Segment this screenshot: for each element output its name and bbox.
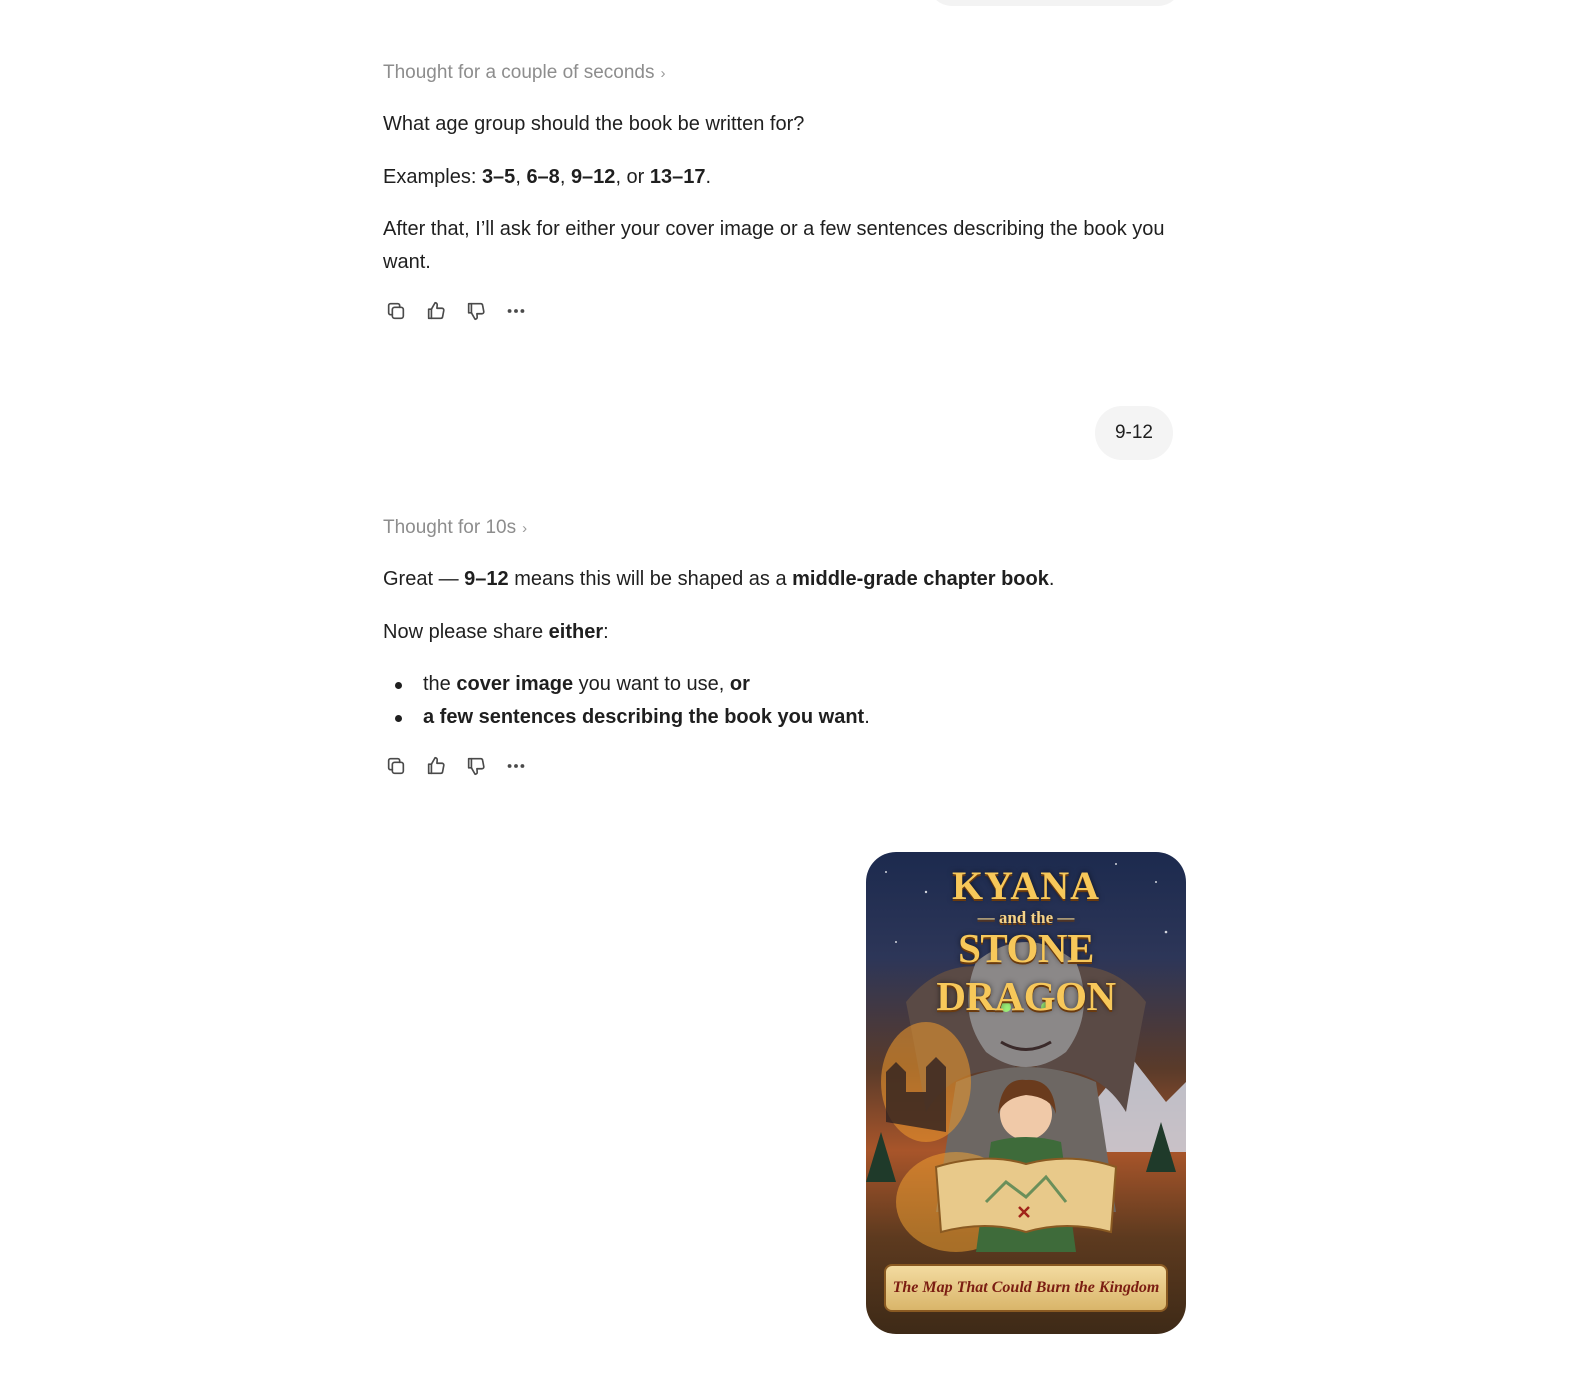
followup-text: After that, I’ll ask for either your cover image or a few sentences describing the book you want.	[383, 218, 1165, 273]
list-item: a few sentences describing the book you want.	[383, 701, 1183, 734]
examples-text: Examples: 3–5, 6–8, 9–12, or 13–17.	[383, 166, 712, 188]
list-item: the cover image you want to use, or	[383, 668, 1183, 701]
uploaded-cover-image[interactable]	[866, 852, 1186, 1334]
cover-title-line3: STONE DRAGON	[936, 925, 1116, 1019]
thought-label: Thought for a couple of seconds	[383, 62, 655, 83]
message-actions	[383, 753, 1183, 779]
message-actions	[383, 298, 1183, 324]
assistant-message-1	[383, 60, 1183, 324]
thumbs-down-icon[interactable]	[463, 753, 489, 779]
copy-icon[interactable]	[383, 753, 409, 779]
previous-user-message-bubble	[928, 0, 1182, 6]
user-message-text: 9-12	[1114, 422, 1153, 443]
cover-title-line2: — and the —	[977, 908, 1075, 927]
request-text: Now please share either:	[383, 621, 609, 643]
chevron-right-icon: ›	[522, 519, 528, 537]
thought-toggle[interactable]	[383, 515, 1183, 541]
thought-toggle[interactable]	[383, 60, 1183, 86]
more-icon[interactable]	[503, 753, 529, 779]
chevron-right-icon: ›	[660, 64, 666, 82]
cover-subtitle: The Map That Could Burn the Kingdom	[892, 1279, 1160, 1296]
more-icon[interactable]	[503, 298, 529, 324]
thumbs-up-icon[interactable]	[423, 753, 449, 779]
user-message-bubble	[1095, 406, 1173, 460]
question-text: What age group should the book be written for?	[383, 113, 805, 135]
cover-subtitle-banner	[884, 1264, 1168, 1312]
options-list	[383, 668, 1183, 734]
thumbs-up-icon[interactable]	[423, 298, 449, 324]
assistant-message-2	[383, 515, 1183, 779]
cover-title-line1: KYANA	[952, 863, 1100, 908]
thought-label: Thought for 10s	[383, 517, 517, 538]
intro-text: Great — 9–12 means this will be shaped as a middle-grade chapter book.	[383, 568, 1055, 590]
thumbs-down-icon[interactable]	[463, 298, 489, 324]
copy-icon[interactable]	[383, 298, 409, 324]
